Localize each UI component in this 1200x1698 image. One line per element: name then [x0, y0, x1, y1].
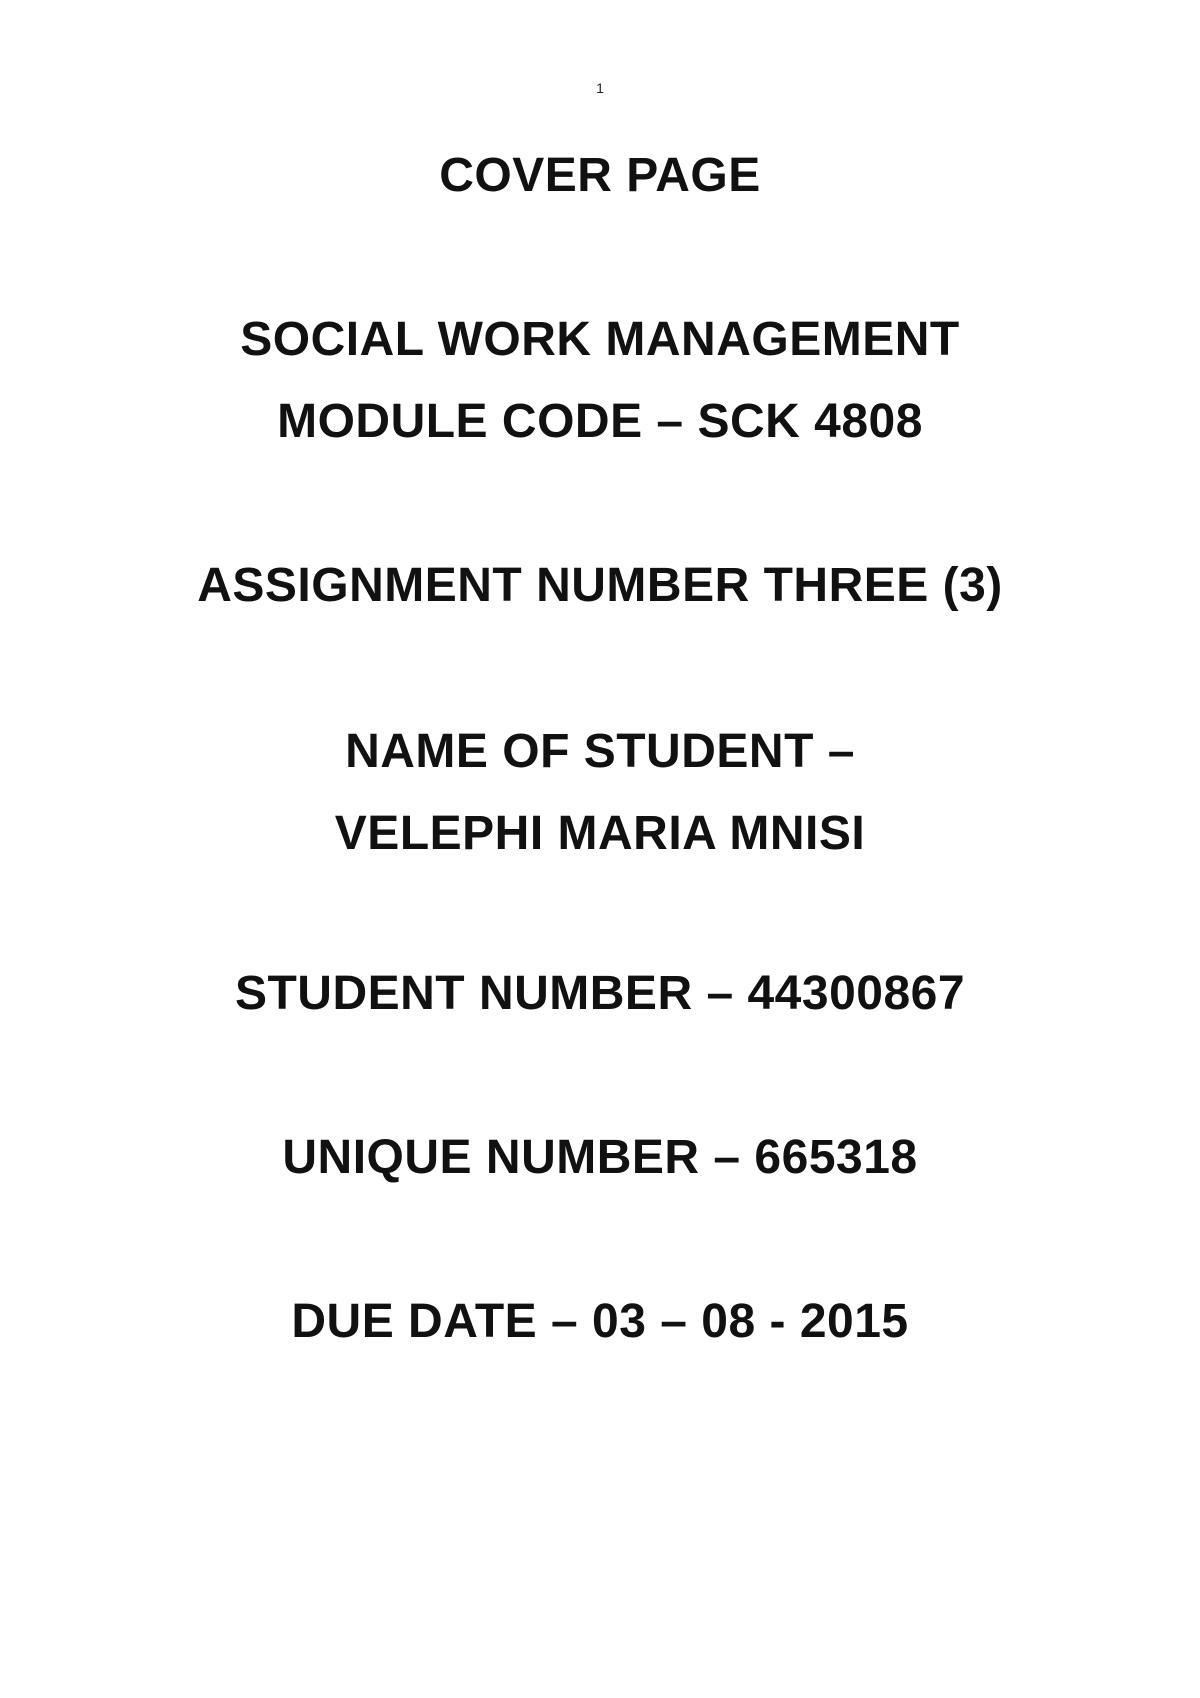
student-name: VELEPHI MARIA MNISI — [334, 807, 866, 860]
assignment-number: ASSIGNMENT NUMBER THREE (3) — [197, 559, 1003, 612]
student-number: STUDENT NUMBER – 44300867 — [234, 967, 966, 1020]
module-code: MODULE CODE – SCK 4808 — [277, 395, 923, 448]
course-title: SOCIAL WORK MANAGEMENT — [240, 313, 960, 366]
student-name-label: NAME OF STUDENT – — [345, 725, 855, 778]
cover-page-heading: COVER PAGE — [439, 149, 761, 202]
due-date: DUE DATE – 03 – 08 - 2015 — [291, 1295, 909, 1348]
page-number: 1 — [596, 80, 604, 96]
unique-number: UNIQUE NUMBER – 665318 — [282, 1131, 918, 1184]
